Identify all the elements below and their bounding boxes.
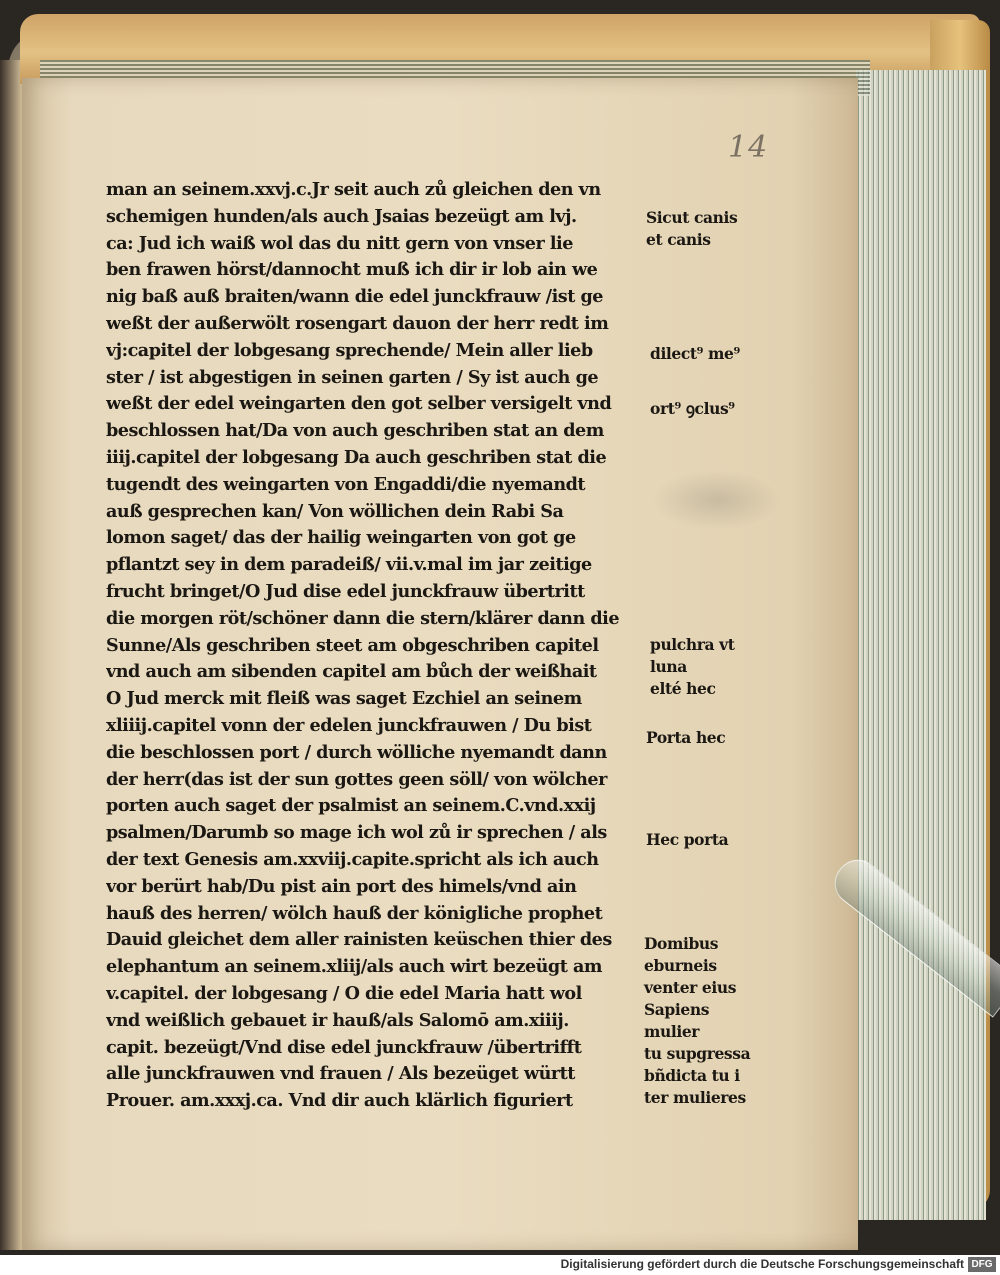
text-line: hauß des herren/ wölch hauß der königliche prophet [106,902,603,924]
margin-note-line: Domibus [644,934,719,953]
text-line: die morgen röt/schöner dann die stern/klärer dann die [106,607,620,629]
text-line: frucht bringet/O Jud dise edel junckfrauw übertritt [106,580,585,602]
text-line: beschlossen hat/Da von auch geschriben stat an dem [106,420,604,442]
text-line: nig baß auß braiten/wann die edel junckfrauw /ist ge [106,286,603,308]
folio-number: 14 [728,130,769,165]
text-line: ben frawen hörst/dannocht muß ich dir ir lob ain we [106,259,598,281]
margin-note-line: elté hec [650,679,716,698]
text-line: schemigen hunden/als auch Jsaias bezeügt am lvj. [106,205,577,227]
margin-note-pulchra [650,634,734,700]
margin-note-line: mulier [644,1022,700,1041]
text-line: O Jud merck mit fleiß was saget Ezchiel an seinem [106,688,582,710]
margin-note-line: Sicut canis [646,208,738,227]
text-line: die beschlossen port / durch wölliche nyemandt dann [106,741,607,763]
text-line: man an seinem.xxvj.c.Jr seit auch zů gleichen den vn [106,179,601,200]
text-line: der herr(das ist der sun gottes geen söll/ von wölcher [106,768,607,790]
margin-note-porta: Porta hec [646,728,726,747]
page-block-edge [856,70,986,1220]
text-line: Sunne/Als geschriben steet am obgeschriben capitel [106,634,599,656]
funding-credit: Digitalisierung gefördert durch die Deutsche Forschungsgemeinschaft [560,1257,964,1271]
text-line: auß gesprechen kan/ Von wöllichen dein Rabi Sa [106,500,564,522]
text-line: alle junckfrauwen vnd frauen / Als bezeüget württ [106,1063,575,1085]
text-line: pflantzt sey in dem paradeiß/ vii.v.mal im jar zeitige [106,554,592,576]
margin-note-line: eburneis [644,956,717,975]
text-line: lomon saget/ das der hailig weingarten von got ge [106,527,576,549]
main-text-block [106,177,646,1115]
text-line: weßt der außerwölt rosengart dauon der herr redt im [106,312,609,334]
text-line: iiij.capitel der lobgesang Da auch geschriben stat die [106,446,607,468]
text-line: Dauid gleichet dem aller rainisten keüschen thier des [106,929,612,951]
margin-note-ortus: ort⁹ ꝯclus⁹ [650,399,735,418]
footer-bar [0,1255,1000,1275]
margin-note-dilectus: dilect⁹ me⁹ [650,344,740,363]
text-line: capit. bezeügt/Vnd dise edel junckfrauw /übertrifft [106,1036,582,1058]
dfg-logo: DFG [968,1257,996,1272]
text-line: xliiij.capitel vonn der edelen junckfrauwen / Du bist [106,714,592,736]
margin-note-line: luna [650,657,687,676]
margin-note-line: bñdicta tu i [644,1066,740,1085]
text-line: ster / ist abgestigen in seinen garten / Sy ist auch ge [106,366,599,388]
text-line: vor berürt hab/Du pist ain port des himels/vnd ain [106,875,577,897]
text-line: elephantum an seinem.xliij/als auch wirt bezeügt am [106,956,602,978]
margin-note-line: tu supgressa [644,1044,751,1063]
faded-offset-mark [652,470,782,530]
text-line: weßt der edel weingarten den got selber versigelt vnd [106,393,612,415]
margin-note-hec-porta: Hec porta [646,830,729,849]
text-line: tugendt des weingarten von Engaddi/die nyemandt [106,473,586,495]
margin-note-domibus [644,933,750,1109]
margin-note-line: venter eius [644,978,737,997]
text-line: Prouer. am.xxxj.ca. Vnd dir auch klärlich figuriert [106,1090,573,1112]
margin-note-sicut [646,207,737,251]
text-line: vnd auch am sibenden capitel am bůch der weißhait [106,661,597,683]
margin-note-line: et canis [646,230,711,249]
margin-note-line: ter mulieres [644,1088,746,1107]
margin-note-line: Sapiens [644,1000,710,1019]
text-line: porten auch saget der psalmist an seinem.C.vnd.xxij [106,795,596,817]
margin-note-line: pulchra vt [650,635,735,654]
text-line: psalmen/Darumb so mage ich wol zů ir sprechen / als [106,822,607,844]
text-line: vj:capitel der lobgesang sprechende/ Mein aller lieb [106,339,593,361]
text-line: der text Genesis am.xxviij.capite.spricht als ich auch [106,848,599,870]
text-line: vnd weißlich gebauet ir hauß/als Salomō am.xiiij. [106,1009,569,1031]
text-line: v.capitel. der lobgesang / O die edel Maria hatt wol [106,982,582,1004]
text-line: ca: Jud ich waiß wol das du nitt gern von vnser lie [106,232,573,254]
